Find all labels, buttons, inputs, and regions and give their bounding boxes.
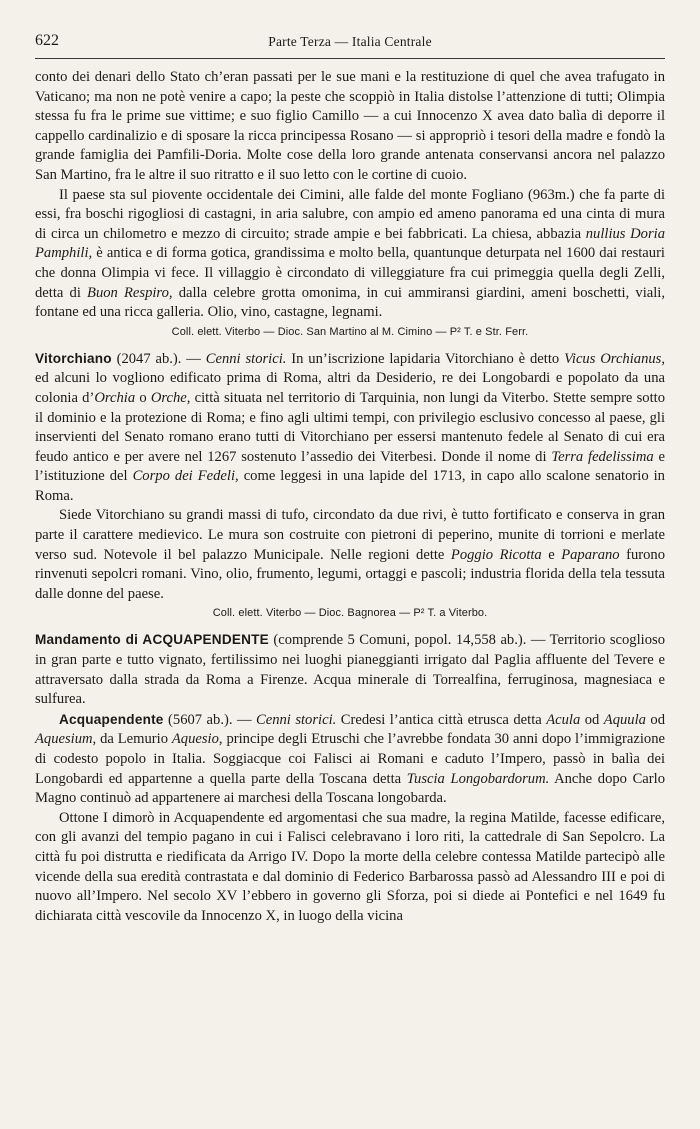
italic-run: Orche, [150,389,191,406]
paragraph-paese [35,186,665,323]
entry-heading-mandamento: Mandamento di ACQUAPENDENTE [35,632,269,648]
text-run: od [580,711,604,728]
paragraph-vitorchiano-description [35,506,665,604]
text-run: dalla celebre grotta omonima, in cui ammiransi giardini, ameni boschetti, viali, fontane ed una ricca galleria. Olio, vino, castagne, legnami. [35,284,666,321]
italic-run: Orchia [94,389,136,406]
text-run: (comprende 5 Comuni, popol. 14,558 ab.). — Territorio scoglioso in gran parte e tutto vignato, fertilissimo nei luoghi pianeggianti irrigato dal Paglia affluente del Tevere e attraversato dalla strada da Roma a Firenze. Acqua minerale di Torrealfina, ferruginosa, magnesiaca e sulfurea. [35,632,665,708]
italic-run: Cenni storici. [205,350,287,367]
italic-run: Aquula [603,711,646,728]
text-run: Anche dopo Carlo Magno continuò ad appartenere ai marchesi della Toscana longobarda. [35,770,665,807]
italic-run: nullius Doria Pamphili, [35,225,665,262]
italic-run: Aquesium, [35,731,97,748]
electoral-note-vitorchiano: Coll. elett. Viterbo — Dioc. Bagnorea — P² T. a Viterbo. [212,607,488,620]
italic-run: Poggio Ricotta [450,546,542,563]
text-run: In un’iscrizione lapidaria Vitorchiano è detto [286,350,565,367]
text-run: o [135,389,151,406]
paragraph-mandamento [35,630,665,709]
electoral-note-soriano: Coll. elett. Viterbo — Dioc. San Martino al M. Cimino — P² T. e Str. Ferr. [171,325,529,338]
paragraph-ottone: Ottone I dimorò in Acquapendente ed argomentasi che sua madre, la regina Matilde, facesse edificare, con gli avanzi del tempio pagano in cui i Falisci celebravano i loro riti, la cattedrale di San Sepolcro. La città fu poi distrutta e riedificata da Arrigo IV. Dopo la morte della celebre contessa Matilde partecipò alle vicende della sua eredità contrastata e dal dominio di Federico Barbarossa passò ad Alessandro III e poi di nuovo all’Impero. Nel secolo XV l’ebbero in governo gli Sforza, poi si diede ai Pontefici e nel 1649 fu dichiarata città vescovile da Innocenzo X, in luogo della vicina [35,809,665,924]
italic-run: Vicus Orchianus, [564,350,665,367]
paragraph-olimpia: conto dei denari dello Stato ch’eran passati per le sue mani e la restituzione di quel che avea trafugato in Vaticano; ma non ne potè venire a capo; la peste che scoppiò in Italia distolse l’attenzione di tutti; Olimpia stessa fu fra le prime sue vittime; e suo figlio Camillo — a cui Innocenzo X avea dato balìa di deporre il cappello cardinalizio e di sposare la ricca principessa Rosano — si appropriò i tesori della madre e fondò la grande famiglia dei Pamfili-Doria. Molte cose della loro grande antenata conservansi ancora nel palazzo San Martino, fra le altre il suo ritratto e il suo letto con le cortine di cuoio. [35,69,665,183]
text-run: città situata nel territorio di Tarquinia, non lungi da Viterbo. Stette sempre sotto il dominio e la protezione di Roma; e fino agli ultimi tempi, con privilegio esclusivo concesso al paese, gli inservienti del Senato romano erano tutti di Vitorchiano per essersi mantenuto fedele al Senato di cui era feudo antico e per avere nel 1267 sostenuto l’assedio dei Viterbesi. Donde il nome di [35,389,665,465]
text-run: Siede Vitorchiano su grandi massi di tufo, circondato da due rivi, è tutto fortificato e conserva in gran parte il carattere medievico. Le mura son costruite con pietroni di peperino, munite di torrioni e merlate verso sud. Notevole il bel palazzo Municipale. Nelle regioni dette [35,507,665,563]
text-run: (5607 ab.). — [163,711,256,728]
text-run: come leggesi in una lapide del 1713, in capo allo scalone senatorio in Roma. [35,468,665,504]
text-run: furono rinvenuti sepolcri romani. Vino, olio, frumento, legumi, ortaggi e pascoli; industria florida della tela tessuta dalle donne del paese. [35,546,665,602]
text-run: od [645,711,666,728]
text-run: Il paese sta sul piovente occidentale dei Cimini, alle falde del monte Fogliano (963m.) che fa parte di essi, fra boschi rigogliosi di castagni, in aria salubre, con ampio ed ameno panorama ed una cinta di mura di circa un chilometro e mezzo di circuito; strade ampie e bei fabbricati. La chiesa, abbazia [35,186,665,242]
text-run: e [541,546,562,563]
page-body [35,68,665,926]
text-run: ed alcuni lo vogliono edificato prima di Roma, altri da Desiderio, re dei Longobardi e popolato da una colonia d’ [35,370,665,406]
italic-run: Corpo dei Fedeli, [132,468,239,485]
italic-run: Buon Respiro, [87,284,173,301]
page-header [35,28,665,54]
text-run: (2047 ab.). — [111,350,206,367]
paragraph-acquapendente [35,710,665,809]
italic-run: Aquesio, [171,731,223,748]
entry-heading-vitorchiano: Vitorchiano [35,350,112,366]
text-run: e l’istituzione del [35,448,665,485]
text-run: principe degli Etruschi che l’avrebbe fondata 30 anni dopo l’immigrazione di codesto popolo in Italia. Soggiacque coi Falisci ai Romani e caduto l’Impero, passò in balìa dei Longobardi ed appartenne a quella parte della Toscana detta [35,731,665,787]
text-run: è antica e di forma gotica, grandissima e molto bella, quantunque deturpata nel 1600 dai restauri che donna Olimpia vi fece. Il villaggio è circondato di villeggiature fra cui primeggia quella degli Zelli, detta di [35,245,665,301]
italic-run: Terra fedelissima [551,448,654,465]
entry-heading-acquapendente: Acquapendente [59,711,164,727]
paragraph-vitorchiano [35,349,665,507]
text-run: Credesi l’antica città etrusca detta [336,711,547,728]
page-number: 622 [35,32,59,49]
running-head: Parte Terza — Italia Centrale [268,34,432,49]
text-run: da Lemurio [96,731,172,748]
header-rule [35,58,665,59]
italic-run: Cenni storici. [256,711,337,728]
italic-run: Paparano [561,546,620,563]
italic-run: Tuscia Longobardorum. [406,770,550,787]
italic-run: Acula [546,711,581,728]
